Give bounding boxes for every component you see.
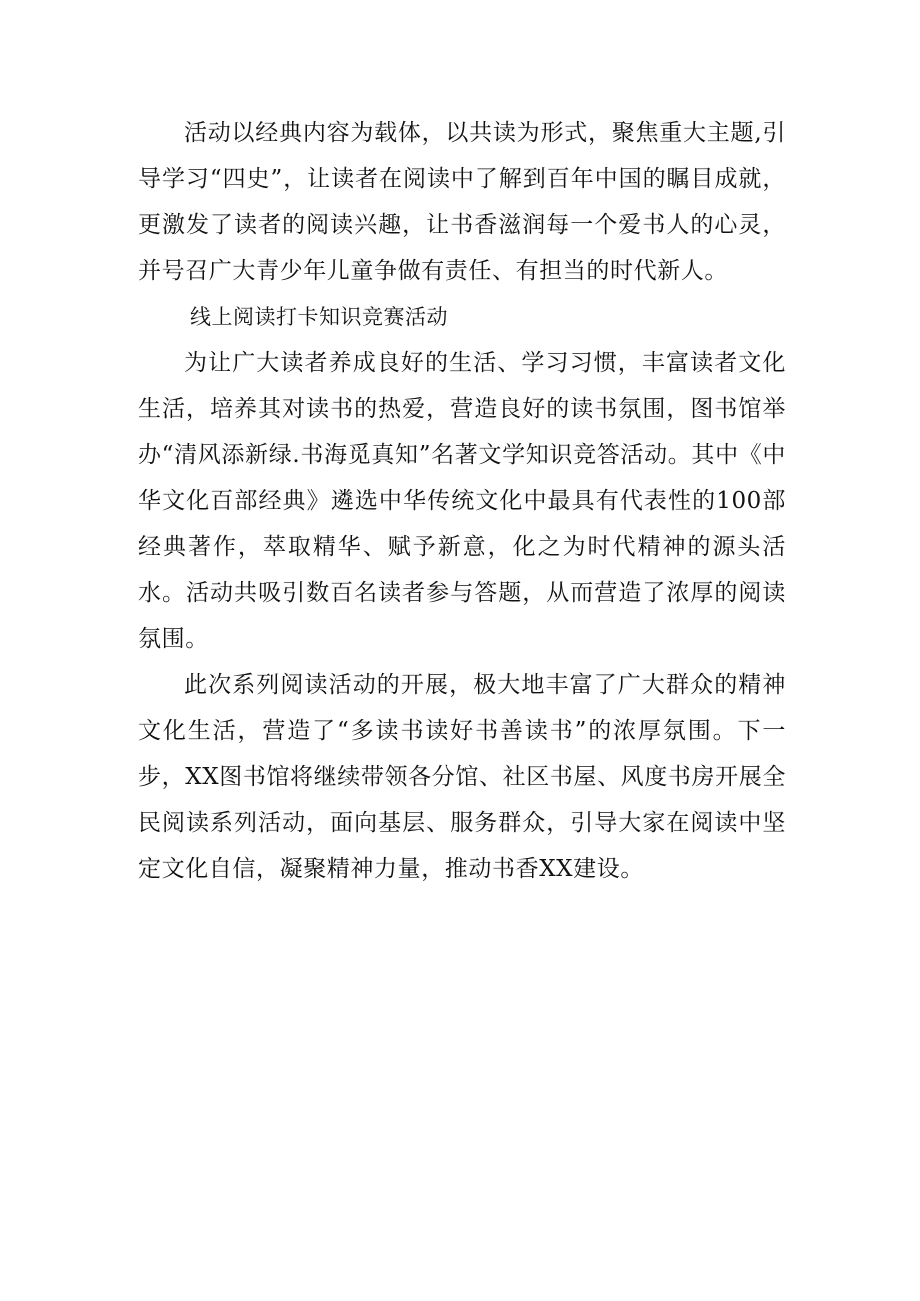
paragraph-activity-summary: 活动以经典内容为载体，以共读为形式，聚焦重大主题,引导学习“四史”，让读者在阅读中了解到百年中国的瞩目成就，更激发了读者的阅读兴趣，让书香滋润每一个爱书人的心灵，并号召广大青少年儿童争做有责任、有担当的时代新人。 <box>138 120 786 284</box>
document-body <box>138 110 786 892</box>
paragraph-conclusion: 此次系列阅读活动的开展，极大地丰富了广大群众的精神文化生活，营造了“多读书读好书善读书”的浓厚氛围。下一步，XX图书馆将继续带领各分馆、社区书屋、风度书房开展全民阅读系列活动，面向基层、服务群众，引导大家在阅读中坚定文化自信，凝聚精神力量，推动书香XX建设。 <box>138 672 786 882</box>
paragraph-quiz-description: 为让广大读者养成良好的生活、学习习惯，丰富读者文化生活，培养其对读书的热爱，营造良好的读书氛围，图书馆举办“清风添新绿.书海觅真知”名著文学知识竞答活动。其中《中华文化百部经典》遴选中华传统文化中最具有代表性的100部经典著作，萃取精华、赋予新意，化之为时代精神的源头活水。活动共吸引数百名读者参与答题，从而营造了浓厚的阅读氛围。 <box>138 350 786 652</box>
section-heading-online-quiz: 线上阅读打卡知识竞赛活动 <box>190 305 448 329</box>
